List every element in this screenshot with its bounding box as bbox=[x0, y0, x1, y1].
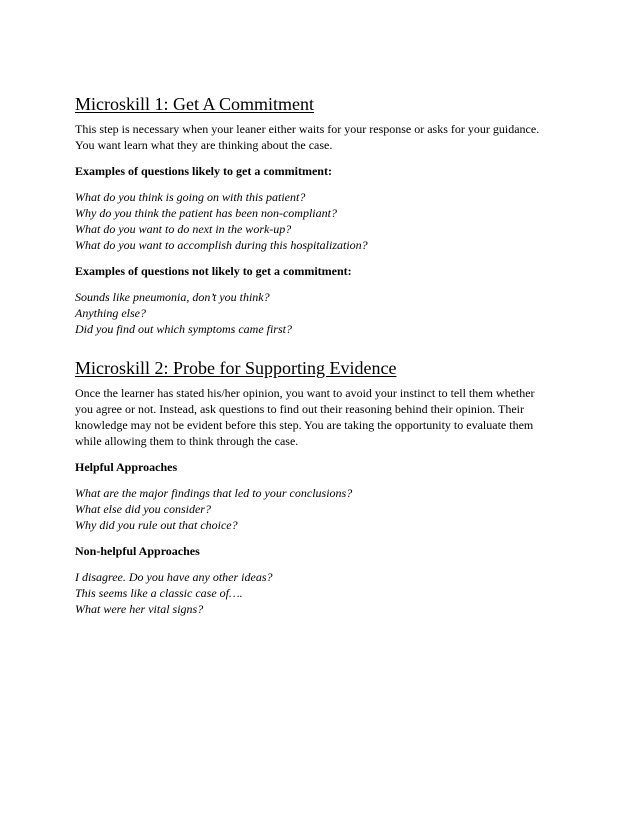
helpful-approaches-heading: Helpful Approaches bbox=[75, 460, 178, 474]
nonhelpful-approaches-list bbox=[75, 569, 575, 617]
question-item: What were her vital signs? bbox=[75, 602, 204, 616]
question-item: Sounds like pneumonia, don’t you think? bbox=[75, 290, 270, 304]
question-item: What are the major findings that led to your conclusions? bbox=[75, 486, 353, 500]
intro-paragraph bbox=[75, 121, 575, 153]
nonhelpful-approaches-heading: Non-helpful Approaches bbox=[75, 544, 200, 558]
intro-line: knowledge may not be evident before this step. You are taking the opportunity to evaluate them bbox=[75, 418, 534, 432]
unlikely-questions-list bbox=[75, 289, 575, 337]
section-microskill-1 bbox=[75, 93, 575, 337]
intro-line: you agree or not. Instead, ask questions to find out their reasoning behind their opinion. Their bbox=[75, 402, 525, 416]
question-item: Anything else? bbox=[75, 306, 146, 320]
question-item: What else did you consider? bbox=[75, 502, 211, 516]
intro-line: This step is necessary when your leaner either waits for your response or asks for your guidance. bbox=[75, 122, 540, 136]
helpful-approaches-list bbox=[75, 485, 575, 533]
question-item: What do you want to do next in the work-up? bbox=[75, 222, 292, 236]
question-item: I disagree. Do you have any other ideas? bbox=[75, 570, 273, 584]
intro-paragraph bbox=[75, 385, 575, 449]
section-heading: Microskill 2: Probe for Supporting Evidence bbox=[75, 358, 397, 378]
section-heading: Microskill 1: Get A Commitment bbox=[75, 94, 315, 114]
intro-line: Once the learner has stated his/her opinion, you want to avoid your instinct to tell them whether bbox=[75, 386, 535, 400]
likely-questions-heading: Examples of questions likely to get a commitment: bbox=[75, 164, 332, 178]
question-item: This seems like a classic case of…. bbox=[75, 586, 243, 600]
unlikely-questions-heading: Examples of questions not likely to get a commitment: bbox=[75, 264, 352, 278]
document-page bbox=[75, 93, 575, 627]
question-item: Why do you think the patient has been non-compliant? bbox=[75, 206, 337, 220]
section-microskill-2 bbox=[75, 357, 575, 617]
likely-questions-list bbox=[75, 189, 575, 253]
question-item: Why did you rule out that choice? bbox=[75, 518, 238, 532]
question-item: What do you want to accomplish during this hospitalization? bbox=[75, 238, 368, 252]
intro-line: You want learn what they are thinking about the case. bbox=[75, 138, 333, 152]
intro-line: while allowing them to think through the case. bbox=[75, 434, 299, 448]
question-item: What do you think is going on with this patient? bbox=[75, 190, 306, 204]
question-item: Did you find out which symptoms came first? bbox=[75, 322, 292, 336]
